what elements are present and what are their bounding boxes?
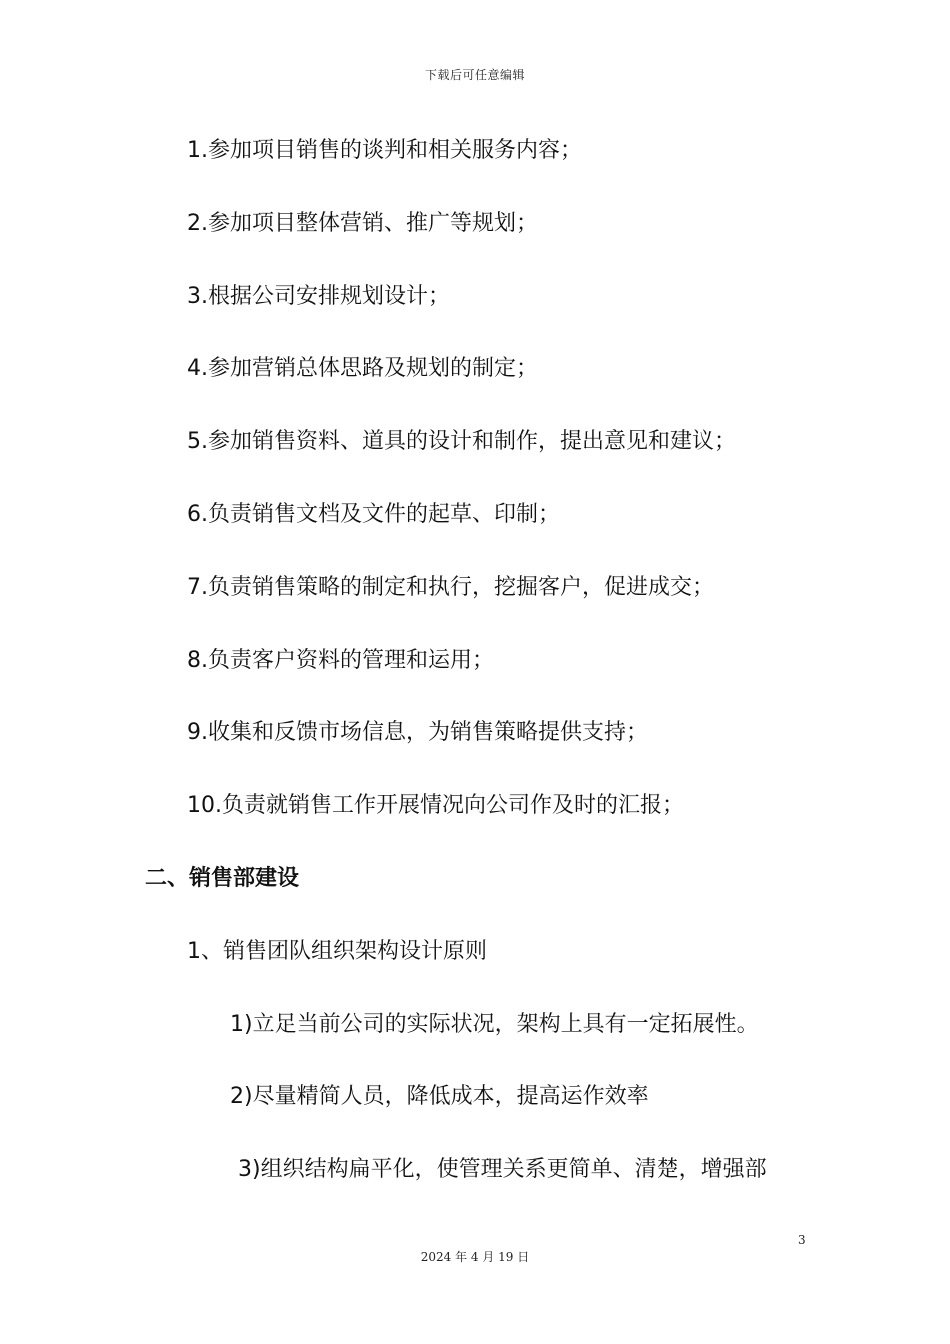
duty-item-2: 2.参加项目整体营销、推广等规划； <box>187 211 538 236</box>
duty-item-6: 6.负责销售文档及文件的起草、印制； <box>187 502 560 527</box>
duty-item-3: 3.根据公司安排规划设计； <box>187 284 450 309</box>
section-subheading: 1、销售团队组织架构设计原则 <box>187 939 487 964</box>
principle-item-3: 3)组织结构扁平化，使管理关系更简单、清楚，增强部 <box>238 1157 767 1182</box>
duty-item-10: 10.负责就销售工作开展情况向公司作及时的汇报； <box>187 793 684 818</box>
page-header: 下载后可任意编辑 <box>424 68 525 82</box>
page-number: 3 <box>798 1233 806 1247</box>
duty-item-5: 5.参加销售资料、道具的设计和制作，提出意见和建议； <box>187 429 736 454</box>
section-heading: 二、销售部建设 <box>145 866 300 891</box>
principle-item-2: 2)尽量精简人员，降低成本，提高运作效率 <box>230 1084 649 1109</box>
duty-item-4: 4.参加营销总体思路及规划的制定； <box>187 356 538 381</box>
duty-item-1: 1.参加项目销售的谈判和相关服务内容； <box>187 138 582 163</box>
duty-item-8: 8.负责客户资料的管理和运用； <box>187 648 494 673</box>
footer-date: 2024 年 4 月 19 日 <box>420 1250 530 1264</box>
principle-item-1: 1)立足当前公司的实际状况，架构上具有一定拓展性。 <box>230 1012 759 1037</box>
duty-item-9: 9.收集和反馈市场信息，为销售策略提供支持； <box>187 720 648 745</box>
duty-item-7: 7.负责销售策略的制定和执行，挖掘客户，促进成交； <box>187 575 714 600</box>
